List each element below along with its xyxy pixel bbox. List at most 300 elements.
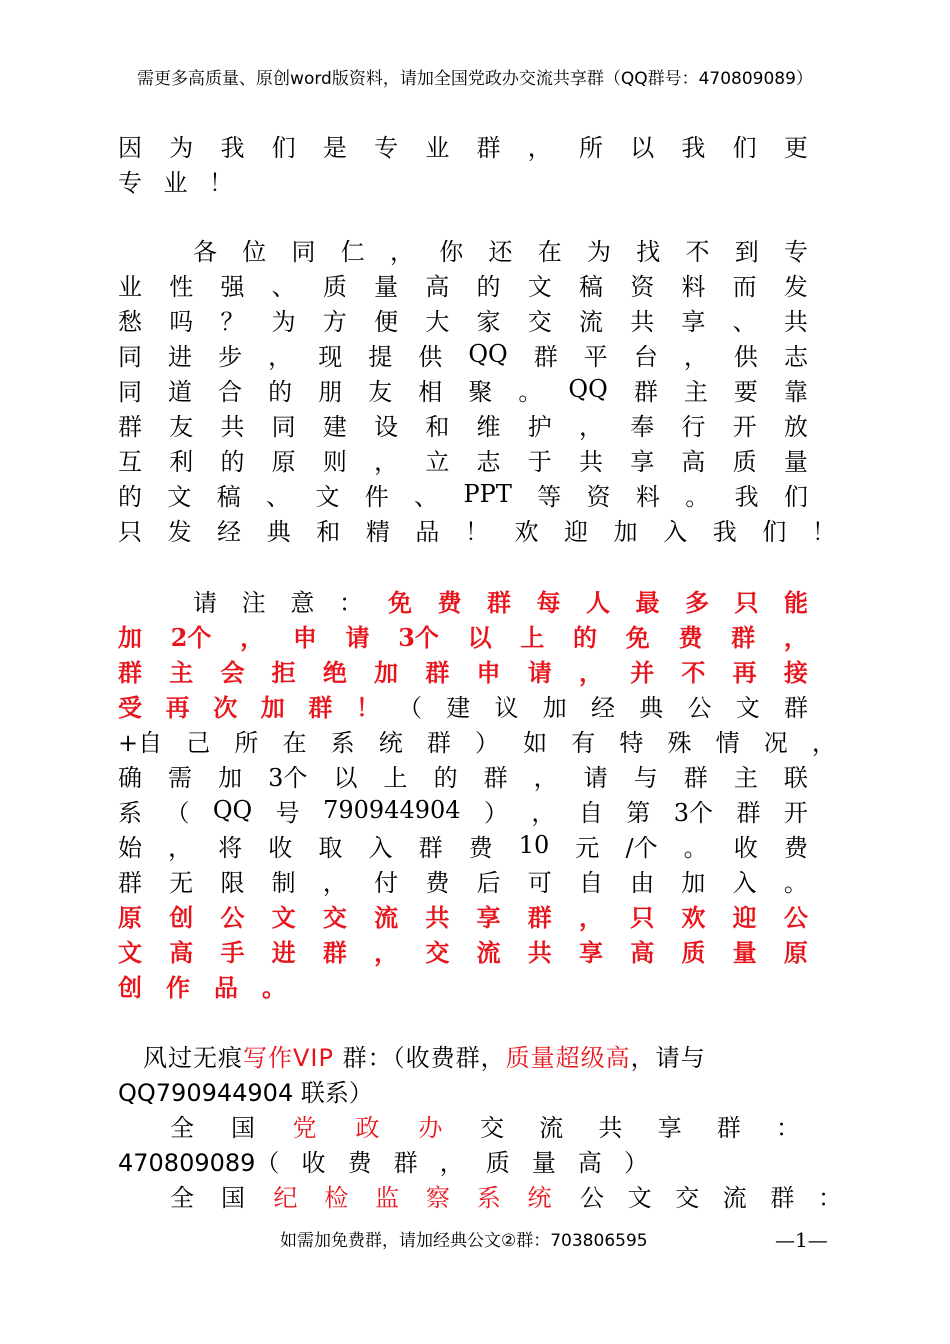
text-segment: 欢 <box>514 517 539 546</box>
text-segment: 加 <box>542 693 567 722</box>
text-segment: 仁 <box>340 237 365 266</box>
text-segment: 监 <box>375 1183 400 1212</box>
text-segment: ， <box>578 412 603 441</box>
intro-line-5 <box>118 372 808 406</box>
text-segment: 群 <box>418 833 443 862</box>
text-segment: 无 <box>169 868 194 897</box>
text-segment: 只 <box>734 587 759 617</box>
text-segment: 的 <box>476 272 501 301</box>
text-segment: 方 <box>322 307 347 336</box>
text-segment: 取 <box>318 833 343 862</box>
text-segment: 联 <box>783 763 808 792</box>
text-segment: 质 <box>681 937 706 967</box>
text-segment: 享 <box>630 447 655 476</box>
text-segment: 高 <box>169 937 194 967</box>
text-segment: 入 <box>368 833 393 862</box>
text-segment: 注 <box>241 588 266 617</box>
text-segment: 入 <box>732 868 757 897</box>
text-segment: 3个 <box>398 622 439 652</box>
text-segment: 们 <box>271 133 296 162</box>
text-segment: 资 <box>630 272 655 301</box>
text-segment: 我 <box>734 482 759 511</box>
text-segment: 同 <box>118 342 142 371</box>
text-segment: 品 <box>214 972 238 1002</box>
text-segment: 加 <box>260 692 285 722</box>
text-segment: ， <box>168 833 193 862</box>
text-segment: 量 <box>374 272 399 301</box>
text-segment: 绝 <box>322 657 347 687</box>
text-segment: 群 <box>118 657 142 687</box>
text-segment: 料 <box>681 272 706 301</box>
text-segment: 专 <box>374 133 399 162</box>
text-segment: 请 <box>583 763 608 792</box>
text-segment: 发 <box>167 517 192 546</box>
notice-label <box>193 583 363 618</box>
text-segment: 原 <box>271 447 296 476</box>
text-segment: 交 <box>322 902 347 932</box>
text-segment: 量 <box>531 1148 556 1177</box>
text-segment: 则 <box>322 447 347 476</box>
group1-tail: ，请与 <box>630 1044 706 1072</box>
text-segment: 所 <box>578 133 603 162</box>
text-segment: 特 <box>619 728 644 757</box>
text-segment: 进 <box>168 342 193 371</box>
text-segment: 群 <box>736 798 761 827</box>
text-segment: （ <box>165 798 190 827</box>
text-segment: 交 <box>675 1183 700 1212</box>
notice-line-4 <box>118 688 808 722</box>
text-segment: 文 <box>627 1183 652 1212</box>
text-segment: 群 <box>118 412 142 441</box>
intro-line-1 <box>193 232 808 266</box>
text-segment: 质 <box>485 1148 510 1177</box>
group-line-5 <box>170 1178 842 1212</box>
text-segment: 检 <box>324 1183 349 1212</box>
text-segment: 愁 <box>118 307 142 336</box>
text-segment: 最 <box>635 587 660 617</box>
text-segment: 将 <box>218 833 243 862</box>
text-segment: ： <box>338 588 363 617</box>
text-segment: 高 <box>425 272 450 301</box>
text-segment: 收 <box>268 833 293 862</box>
text-segment: 如 <box>523 728 548 757</box>
text-segment: 高 <box>630 937 655 967</box>
text-segment: 只 <box>118 517 142 546</box>
text-segment: 2个 <box>170 622 212 652</box>
text-segment: 典 <box>639 693 664 722</box>
text-segment: 专 <box>118 168 142 197</box>
title-line-2 <box>118 163 233 197</box>
page-header: 需更多高质量、原创word版资料，请加全国党政办交流共享群（QQ群号：470809089） <box>137 69 813 89</box>
text-segment: 文 <box>527 272 552 301</box>
text-segment: 创 <box>118 972 142 1002</box>
text-segment: 群 <box>393 1148 418 1177</box>
text-segment: 共 <box>425 902 450 932</box>
text-segment: ， <box>531 798 556 827</box>
text-segment: 于 <box>527 447 552 476</box>
text-segment: 费 <box>347 1148 372 1177</box>
text-segment: 费 <box>783 833 808 862</box>
text-segment: ） <box>623 1148 648 1177</box>
text-segment: 群 <box>322 937 347 967</box>
text-segment: 、 <box>732 307 757 336</box>
text-segment: 主 <box>683 377 708 406</box>
notice-line-2 <box>118 618 808 652</box>
text-segment: 你 <box>439 237 464 266</box>
notice-line-1 <box>193 583 808 617</box>
text-segment: 志 <box>783 342 808 371</box>
text-segment: 可 <box>527 868 552 897</box>
text-segment: 群 <box>425 657 450 687</box>
text-segment: 质 <box>732 447 757 476</box>
text-segment: 高 <box>577 1148 602 1177</box>
text-segment: ， <box>390 237 414 266</box>
text-segment: 有 <box>571 728 596 757</box>
text-segment: 文 <box>735 693 760 722</box>
text-segment: 加 <box>374 657 399 687</box>
text-segment: 同 <box>118 377 142 406</box>
notice-line-12 <box>118 968 286 1002</box>
text-segment: 们 <box>732 133 757 162</box>
text-segment: QQ <box>212 796 253 824</box>
text-segment: 文 <box>118 937 142 967</box>
text-segment: 同 <box>271 412 296 441</box>
notice-line-10 <box>118 898 808 932</box>
notice-normal-4 <box>398 688 808 723</box>
text-segment: 受 <box>118 692 142 722</box>
text-segment: 统 <box>378 728 403 757</box>
text-segment: 系 <box>330 728 355 757</box>
text-segment: 强 <box>220 272 245 301</box>
text-segment: 流 <box>374 902 399 932</box>
text-segment: 只 <box>630 902 655 932</box>
text-segment: 便 <box>374 307 399 336</box>
text-segment: 上 <box>383 763 408 792</box>
text-segment: ！ <box>464 517 489 546</box>
text-segment: ， <box>578 657 603 687</box>
text-segment: 台 <box>633 342 658 371</box>
text-segment: ， <box>527 133 552 162</box>
text-segment: 加 <box>681 868 706 897</box>
text-segment: 我 <box>712 517 737 546</box>
text-segment: 量 <box>732 937 757 967</box>
notice-line-6 <box>118 758 808 792</box>
text-segment: 各 <box>193 237 217 266</box>
text-segment: ， <box>240 622 265 652</box>
notice-line-11 <box>118 933 808 967</box>
group1-quality: 质量超级高 <box>505 1044 631 1072</box>
intro-line-6 <box>118 407 808 441</box>
text-segment: 道 <box>168 377 193 406</box>
text-segment: 流 <box>539 1113 564 1142</box>
text-segment: 群 <box>487 587 511 617</box>
text-segment: 以 <box>333 763 358 792</box>
text-segment: 群 <box>476 133 501 162</box>
text-segment: ， <box>268 342 293 371</box>
text-segment: 拒 <box>271 657 296 687</box>
text-segment: 次 <box>213 692 238 722</box>
group1-desc: 群：（收费群， <box>333 1044 506 1072</box>
text-segment: 放 <box>783 412 808 441</box>
text-segment: 步 <box>218 342 243 371</box>
text-segment: 为 <box>271 307 296 336</box>
text-segment: 要 <box>733 377 758 406</box>
text-segment: 费 <box>437 587 462 617</box>
text-segment: 察 <box>425 1183 450 1212</box>
text-segment: 提 <box>368 342 393 371</box>
text-segment: 经 <box>591 693 615 722</box>
text-segment: 群 <box>633 377 658 406</box>
text-segment: 立 <box>425 447 450 476</box>
text-segment: 互 <box>118 447 142 476</box>
group-line-2: QQ790944904 联系） <box>118 1079 373 1107</box>
intro-line-7 <box>118 442 808 476</box>
text-segment: 公 <box>687 693 712 722</box>
text-segment: 奉 <box>630 412 655 441</box>
text-segment: 原 <box>118 902 142 932</box>
text-segment: 和 <box>425 412 450 441</box>
notice-line-9 <box>118 863 808 897</box>
text-segment: QQ <box>468 340 508 368</box>
group2-red <box>293 1108 443 1143</box>
intro-line-4 <box>118 337 808 371</box>
text-segment: 维 <box>476 412 501 441</box>
text-segment: 后 <box>476 868 501 897</box>
text-segment: 付 <box>374 868 399 897</box>
text-segment: 文 <box>271 902 296 932</box>
text-segment: 意 <box>290 588 315 617</box>
text-segment: 第 <box>626 798 651 827</box>
intro-line-8 <box>118 477 808 511</box>
group1-vip: 写作VIP <box>243 1044 334 1072</box>
text-segment: 公 <box>580 1183 604 1212</box>
text-segment: 业 <box>118 272 142 301</box>
text-segment: /个 <box>625 833 658 862</box>
text-segment: 资 <box>586 482 611 511</box>
text-segment: 制 <box>271 868 296 897</box>
text-segment: 欢 <box>681 902 706 932</box>
intro-line-2 <box>118 267 808 301</box>
text-segment: 享 <box>657 1113 682 1142</box>
text-segment: 作 <box>166 972 190 1002</box>
intro-line-3 <box>118 302 808 336</box>
text-segment: 、 <box>414 482 439 511</box>
text-segment: 群 <box>731 622 756 652</box>
text-segment: 议 <box>494 693 519 722</box>
text-segment: 与 <box>633 763 658 792</box>
text-segment: 请 <box>345 622 370 652</box>
text-segment: 群 <box>533 342 558 371</box>
text-segment: 、 <box>266 482 291 511</box>
text-segment: 国 <box>221 1183 245 1212</box>
text-segment: 品 <box>415 517 440 546</box>
text-segment: ？ <box>220 307 245 336</box>
text-segment: 是 <box>322 133 347 162</box>
text-segment: 会 <box>220 657 245 687</box>
text-segment: 共 <box>598 1113 623 1142</box>
text-segment: 共 <box>578 447 603 476</box>
text-segment: 流 <box>578 307 603 336</box>
text-segment: 接 <box>783 657 808 687</box>
text-segment: 找 <box>636 237 661 266</box>
text-segment: ！ <box>811 517 836 546</box>
text-segment: 进 <box>271 937 296 967</box>
group2-prefix <box>170 1108 255 1143</box>
text-segment: 。 <box>262 972 286 1002</box>
text-segment: 设 <box>374 412 399 441</box>
text-segment: 收 <box>733 833 758 862</box>
notice-red-4 <box>118 688 380 723</box>
text-segment: 费 <box>468 833 493 862</box>
text-segment: 护 <box>527 412 552 441</box>
text-segment: ， <box>578 902 603 932</box>
text-segment: 需 <box>168 763 193 792</box>
text-segment: 业 <box>163 168 188 197</box>
intro-line-9 <box>118 512 836 546</box>
text-segment: 申 <box>292 622 317 652</box>
text-segment: ） <box>474 728 499 757</box>
text-segment: ， <box>322 868 347 897</box>
text-segment: 发 <box>783 272 808 301</box>
text-segment: 加 <box>218 763 243 792</box>
text-segment: 业 <box>425 133 450 162</box>
text-segment: 主 <box>169 657 194 687</box>
text-segment: 在 <box>537 237 562 266</box>
text-segment: 费 <box>678 622 703 652</box>
text-segment: 自 <box>578 798 603 827</box>
text-segment: 高 <box>681 447 706 476</box>
text-segment: 和 <box>316 517 341 546</box>
text-segment: 系 <box>118 798 142 827</box>
text-segment: 靠 <box>783 377 808 406</box>
text-segment: 朋 <box>318 377 343 406</box>
text-segment: 政 <box>355 1113 380 1142</box>
text-segment: 家 <box>476 307 501 336</box>
text-segment: 流 <box>722 1183 747 1212</box>
text-segment: 相 <box>418 377 443 406</box>
text-segment: 多 <box>685 587 709 617</box>
text-segment: 大 <box>425 307 450 336</box>
text-segment: 加 <box>118 622 142 652</box>
text-segment: 在 <box>282 728 307 757</box>
text-segment: 情 <box>715 728 740 757</box>
text-segment: 志 <box>476 447 501 476</box>
text-segment: 殊 <box>667 728 692 757</box>
text-segment: ！ <box>209 168 233 197</box>
text-segment: 原 <box>783 937 808 967</box>
text-segment: 为 <box>587 237 611 266</box>
text-segment: 入 <box>663 517 688 546</box>
text-segment: 请 <box>193 588 217 617</box>
text-segment: 们 <box>783 482 808 511</box>
text-segment: 共 <box>220 412 245 441</box>
notice-red-1 <box>388 583 808 618</box>
text-segment: 享 <box>578 937 603 967</box>
text-segment: ： <box>817 1183 842 1212</box>
text-segment: ， <box>439 1148 464 1177</box>
text-segment: 经 <box>217 517 242 546</box>
text-segment: 建 <box>446 693 471 722</box>
text-segment: 的 <box>118 482 142 511</box>
text-segment: 系 <box>476 1183 501 1212</box>
text-segment: 10 <box>518 831 550 859</box>
text-segment: 申 <box>476 657 501 687</box>
text-segment: 群 <box>683 763 708 792</box>
text-segment: 元 <box>575 833 600 862</box>
text-segment: 专 <box>784 237 808 266</box>
text-segment: ： <box>775 1113 800 1142</box>
text-segment: 所 <box>234 728 259 757</box>
text-segment: +自 <box>118 728 163 757</box>
text-segment: 行 <box>681 412 706 441</box>
text-segment: 不 <box>681 657 706 687</box>
text-segment: 纪 <box>273 1183 298 1212</box>
text-segment: 群 <box>426 728 451 757</box>
text-segment: 每 <box>536 587 561 617</box>
notice-line-3 <box>118 653 808 687</box>
text-segment: 全 <box>170 1113 194 1142</box>
text-segment: 以 <box>467 622 492 652</box>
text-segment: 群 <box>483 763 508 792</box>
text-segment: 交 <box>527 307 552 336</box>
text-segment: 的 <box>573 622 598 652</box>
text-segment: 文 <box>167 482 192 511</box>
text-segment: 470809089（ <box>118 1148 280 1177</box>
text-segment: 更 <box>783 133 808 162</box>
text-segment: 共 <box>630 307 655 336</box>
group3-prefix <box>170 1178 245 1213</box>
text-segment: 请 <box>527 657 552 687</box>
text-segment: 。 <box>783 868 808 897</box>
notice-line-7 <box>118 793 808 827</box>
text-segment: 创 <box>169 902 194 932</box>
text-segment: 共 <box>527 937 552 967</box>
text-segment: 不 <box>685 237 710 266</box>
text-segment: ， <box>533 763 558 792</box>
text-segment: 790944904 <box>323 796 461 824</box>
text-segment: 3个 <box>268 763 308 792</box>
text-segment: 文 <box>315 482 340 511</box>
text-segment: 免 <box>625 622 650 652</box>
group2-suffix <box>480 1108 800 1143</box>
page-footer: 如需加免费群，请加经典公文②群：703806595 <box>280 1231 648 1251</box>
text-segment: 交 <box>425 937 450 967</box>
text-segment: 始 <box>118 833 142 862</box>
text-segment: 收 <box>301 1148 326 1177</box>
text-segment: 交 <box>480 1113 504 1142</box>
text-segment: 等 <box>537 482 562 511</box>
text-segment: 加 <box>613 517 638 546</box>
text-segment: 因 <box>118 133 142 162</box>
text-segment: ， <box>783 622 808 652</box>
text-segment: 典 <box>266 517 291 546</box>
text-segment: PPT <box>463 480 512 508</box>
text-segment: 供 <box>733 342 758 371</box>
text-segment: 同 <box>291 237 316 266</box>
text-segment: 而 <box>732 272 757 301</box>
group3-red <box>274 1178 552 1213</box>
text-segment: 为 <box>169 133 194 162</box>
notice-line-8 <box>118 828 808 862</box>
text-segment: 人 <box>586 587 610 617</box>
text-segment: 质 <box>322 272 347 301</box>
text-segment: 并 <box>630 657 655 687</box>
text-segment: 的 <box>433 763 458 792</box>
text-segment: 我 <box>681 133 706 162</box>
text-segment: 。 <box>683 833 708 862</box>
text-segment: （ <box>398 693 422 722</box>
text-segment: ！ <box>355 692 380 722</box>
